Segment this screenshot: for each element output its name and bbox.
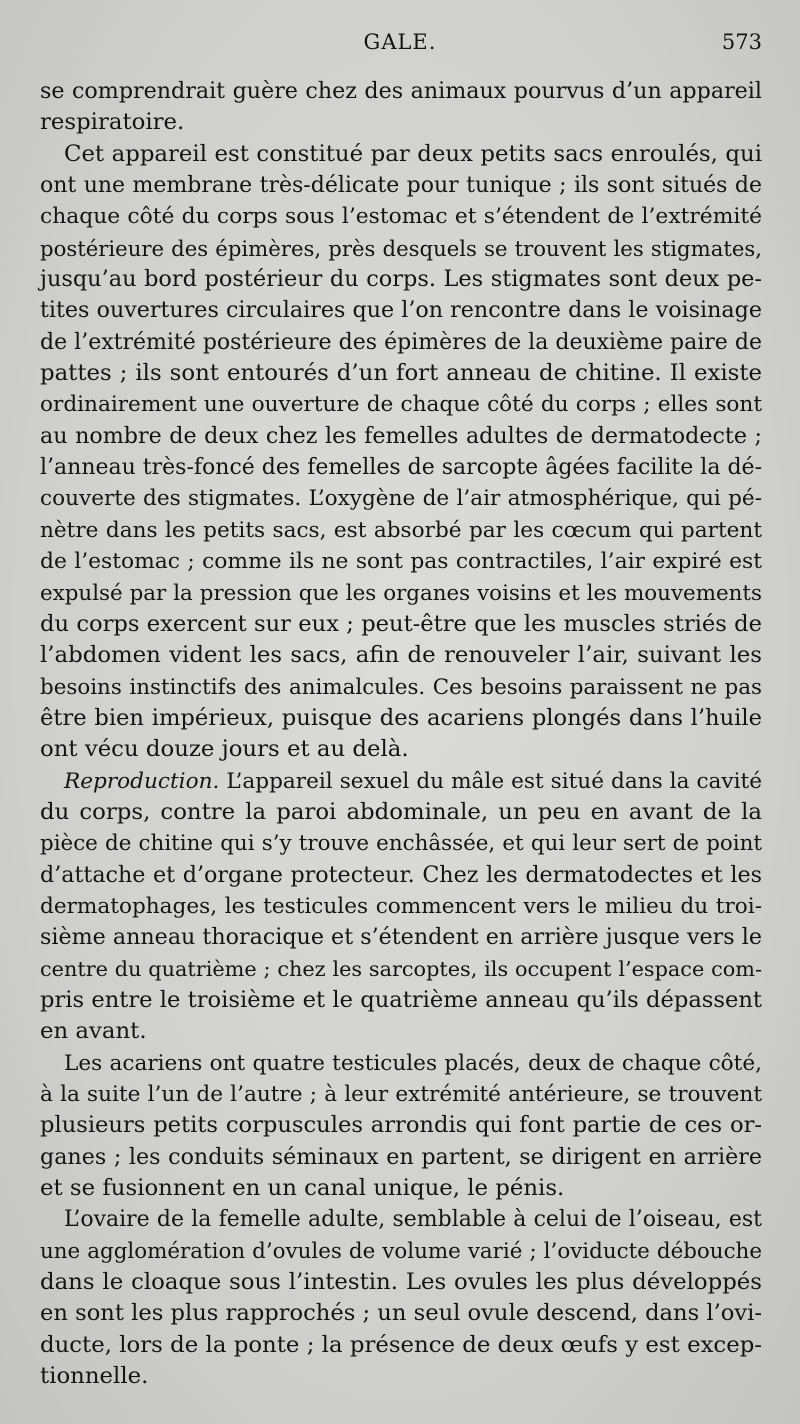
page-number: 573 [721, 30, 762, 54]
text-line: pris entre le troisième et le quatrième anneau qu’ils dépassent [40, 986, 762, 1013]
text-line: postérieure des épimères, près desquels se trouvent les stigmates, [40, 235, 762, 261]
text-line: besoins instinctifs des animalcules. Ces besoins paraissent ne pas [40, 674, 762, 700]
text-line: du corps exercent sur eux ; peut-être que les muscles striés de [40, 610, 762, 637]
text-line: tites ouvertures circulaires que l’on rencontre dans le voisinage [40, 297, 762, 324]
text-line: tionnelle. [40, 1363, 149, 1390]
text-line: jusqu’au bord postérieur du corps. Les stigmates sont deux pe- [40, 266, 762, 293]
text-line: être bien impérieux, puisque des acariens plongés dans l’huile [40, 704, 762, 731]
text-line: L’ovaire de la femelle adulte, semblable à celui de l’oiseau, est [64, 1207, 762, 1233]
text-line: centre du quatrième ; chez les sarcoptes, ils occupent l’espace com- [40, 956, 762, 981]
text-line: de l’estomac ; comme ils ne sont pas contractiles, l’air expiré est [40, 549, 762, 575]
text-line: ganes ; les conduits séminaux en partent, se dirigent en arrière [40, 1143, 762, 1170]
text-line: ont vécu douze jours et au delà. [40, 736, 409, 763]
text-line: respiratoire. [40, 109, 185, 136]
text-line: d’attache et d’organe protecteur. Chez les dermatodectes et les [40, 861, 762, 888]
text-line: ont une membrane très-délicate pour tunique ; ils sont situés de [40, 173, 762, 199]
text-line: chaque côté du corps sous l’estomac et s’étendent de l’extrémité [40, 204, 762, 230]
text-line: nètre dans les petits sacs, est absorbé par les cœcum qui partent [40, 517, 762, 543]
text-line: ordinairement une ouverture de chaque côté du corps ; elles sont [40, 392, 762, 418]
text-line [40, 766, 762, 797]
running-title: GALE. [363, 30, 437, 54]
italic-heading: Reproduction. [64, 768, 220, 794]
text-line: l’abdomen vident les sacs, afin de renouveler l’air, suivant les [40, 642, 762, 669]
text-line: une agglomération d’ovules de volume varié ; l’oviducte débouche [40, 1238, 762, 1264]
text-line: plusieurs petits corpuscules arrondis qui font partie de ces or- [40, 1112, 762, 1139]
text-line: pattes ; ils sont entourés d’un fort anneau de chitine. Il existe [40, 360, 762, 387]
text-line: Les acariens ont quatre testicules placés, deux de chaque côté, [64, 1050, 762, 1076]
text-line: expulsé par la pression que les organes voisins et les mouvements [40, 580, 762, 606]
text-line: au nombre de deux chez les femelles adultes de dermatodecte ; [40, 422, 762, 449]
text-line: dermatophages, les testicules commencent vers le milieu du troi- [40, 893, 762, 919]
text-line: couverte des stigmates. L’oxygène de l’air atmosphérique, qui pé- [40, 486, 762, 512]
text-line: ducte, lors de la ponte ; la présence de deux œufs y est excep- [40, 1331, 762, 1358]
body-text [40, 76, 762, 1392]
page-header [0, 30, 800, 62]
text-line: Cet appareil est constitué par deux petits sacs enroulés, qui [64, 140, 762, 167]
text-line-rest: L’appareil sexuel du mâle est situé dans la cavité [219, 768, 762, 794]
text-line: à la suite l’un de l’autre ; à leur extrémité antérieure, se trouvent [40, 1082, 762, 1107]
text-line: de l’extrémité postérieure des épimères de la deuxième paire de [40, 329, 762, 355]
text-line: pièce de chitine qui s’y trouve enchâssée, et qui leur sert de point [40, 831, 762, 857]
text-line: en sont les plus rapprochés ; un seul ovule descend, dans l’ovi- [40, 1300, 762, 1327]
text-line: en avant. [40, 1018, 147, 1045]
text-line: sième anneau thoracique et s’étendent en arrière jusque vers le [40, 924, 762, 951]
text-line: dans le cloaque sous l’intestin. Les ovules les plus développés [40, 1269, 762, 1296]
text-line: l’anneau très-foncé des femelles de sarcopte âgées facilite la dé- [40, 455, 762, 481]
text-line: se comprendrait guère chez des animaux pourvus d’un appareil [40, 78, 762, 104]
text-line: et se fusionnent en un canal unique, le pénis. [40, 1175, 565, 1202]
text-line: du corps, contre la paroi abdominale, un peu en avant de la [40, 798, 762, 825]
